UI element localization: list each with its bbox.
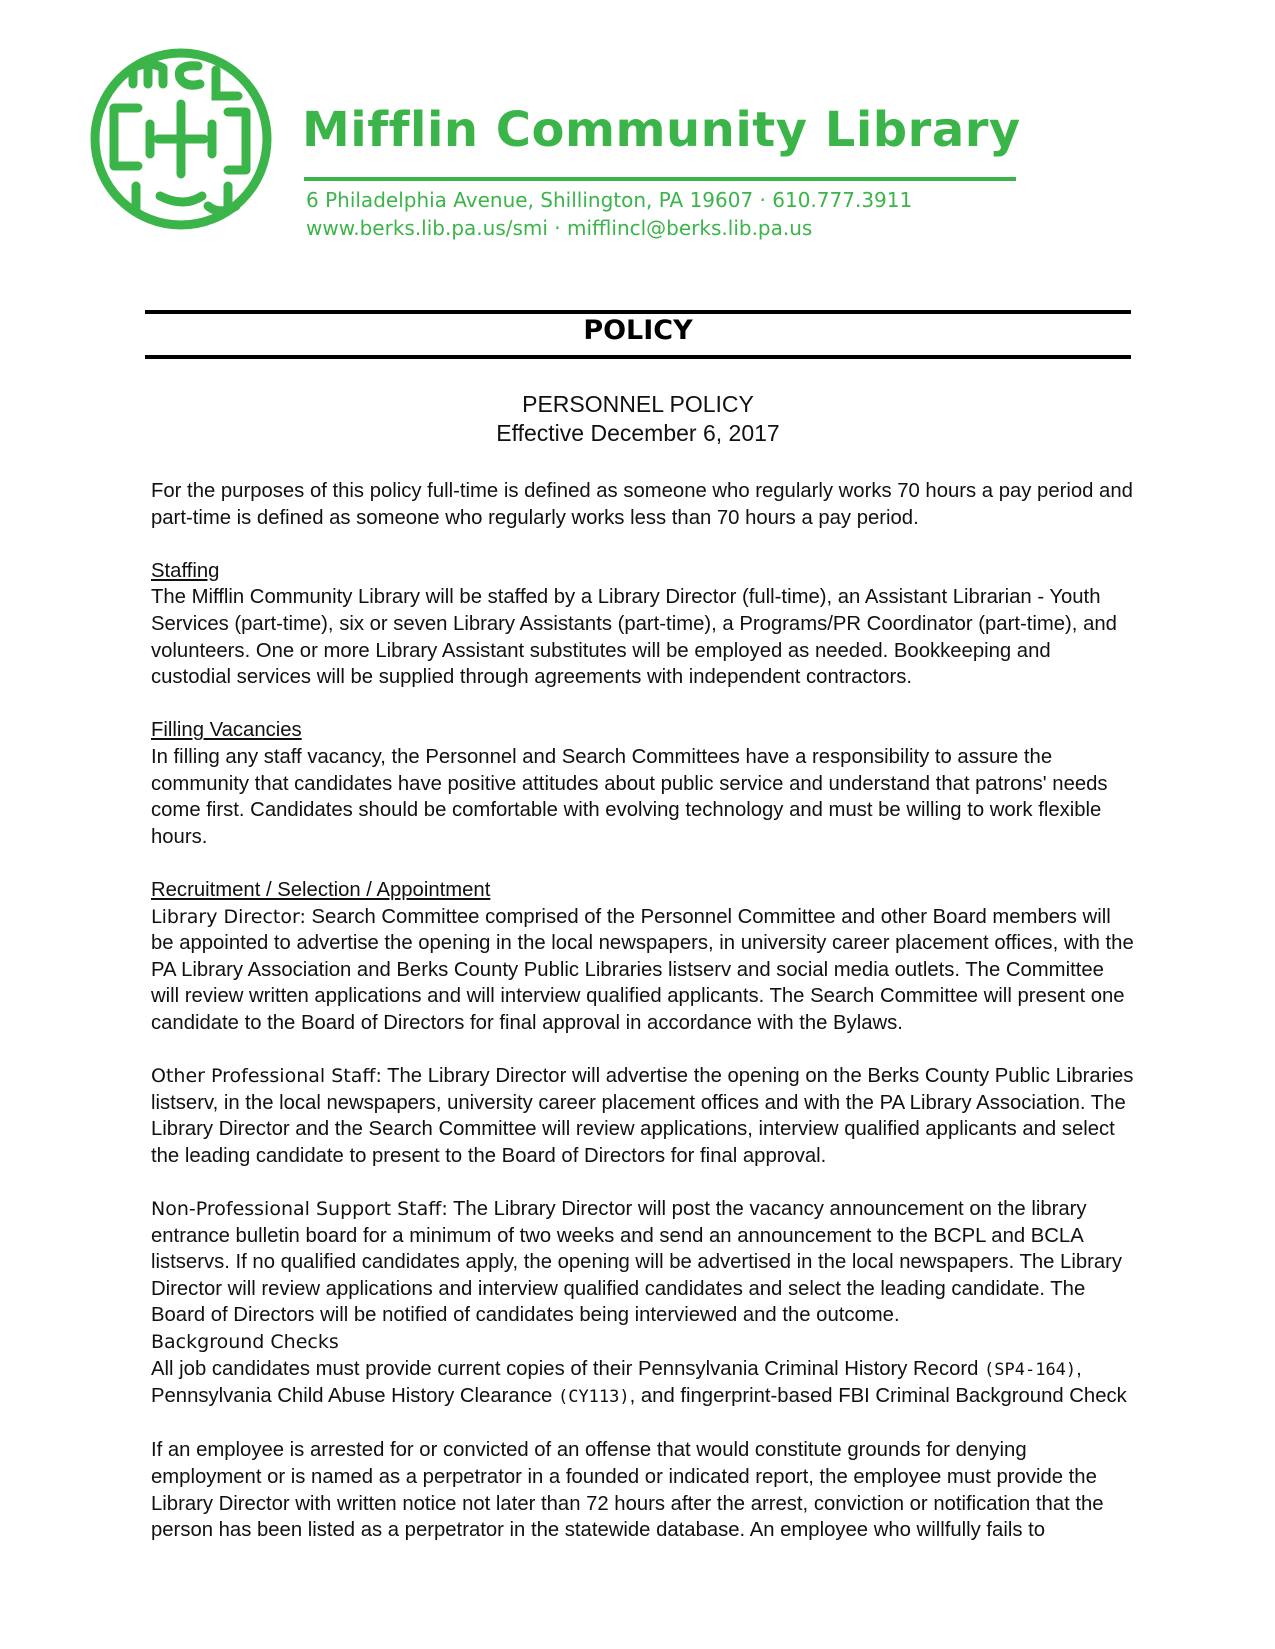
director-label: Library Director: xyxy=(151,905,306,928)
recruitment-director-section xyxy=(151,877,1136,1037)
effective-date: Effective December 6, 2017 xyxy=(496,420,780,446)
intro-paragraph: For the purposes of this policy full-time is defined as someone who regularly works 70 hours a pay period and part-time is defined as someone who regularly works less than 70 hours a pay period. xyxy=(151,480,1133,529)
support-staff-section xyxy=(151,1196,1136,1329)
vacancies-heading: Filling Vacancies xyxy=(151,719,302,742)
staffing-text: The Mifflin Community Library will be staffed by a Library Director (full-time), an Assistant Librarian - Youth Services (part-time), six or seven Library Assistants (part-time), a Programs/PR Coordinator (part-time), and volunteers. One or more Library Assistant substitutes will be employed as needed. Bookkeeping and custodial services will be supplied through agreements with independent contractors. xyxy=(151,586,1117,689)
support-label: Non-Professional Support Staff: xyxy=(151,1198,448,1221)
background-code-b: (CY113) xyxy=(557,1387,630,1408)
background-text-a: All job candidates must provide current copies of their Pennsylvania Criminal History Record xyxy=(151,1357,985,1380)
recruitment-heading: Recruitment / Selection / Appointment xyxy=(151,878,491,901)
library-logo xyxy=(88,46,274,232)
background-code-a: (SP4-164) xyxy=(984,1359,1077,1380)
header-divider xyxy=(304,177,1016,181)
professional-label: Other Professional Staff: xyxy=(151,1065,382,1088)
organization-web-email: www.berks.lib.pa.us/smi · mifflincl@berks.lib.pa.us xyxy=(306,216,813,240)
policy-rule-bottom xyxy=(145,355,1131,359)
vacancies-text: In filling any staff vacancy, the Personnel and Search Committees have a responsibility to assure the community that candidates have positive attitudes about public service and understand that patrons' needs come first. Candidates should be comfortable with evolving technology and must be willing to work flexible hours. xyxy=(151,745,1108,848)
professional-staff-section xyxy=(151,1063,1136,1169)
professional-text: The Library Director will advertise the opening on the Berks County Public Libraries listserv, in the local newspapers, university career placement offices and with the PA Library Association. The Library Director and the Search Committee will review applications, interview qualified applicants and select the leading candidate to present to the Board of Directors for final approval. xyxy=(151,1065,1134,1167)
background-section xyxy=(151,1329,1136,1411)
staffing-section xyxy=(151,558,1136,691)
background-text-b: , Pennsylvania Child Abuse History Clearance xyxy=(151,1357,1082,1408)
vacancies-section xyxy=(151,717,1136,850)
policy-heading: POLICY xyxy=(583,315,693,346)
organization-name: Mifflin Community Library xyxy=(302,102,1021,158)
document-title: PERSONNEL POLICY xyxy=(522,391,754,417)
arrest-paragraph: If an employee is arrested for or convicted of an offense that would constitute grounds for denying employment or is named as a perpetrator in a founded or indicated report, the employee must provide the Library Director with written notice not later than 72 hours after the arrest, conviction or notification that the person has been listed as a perpetrator in the statewide database. An employee who willfully fails to xyxy=(151,1439,1104,1542)
director-text: Search Committee comprised of the Personnel Committee and other Board members will be appointed to advertise the opening in the local newspapers, in university career placement offices, with the PA Library Association and Berks County Public Libraries listserv and social media outlets. The Committee will review written applications and will interview qualified applicants. The Search Committee will present one candidate to the Board of Directors for final approval in accordance with the Bylaws. xyxy=(151,905,1134,1034)
background-text-c: , and fingerprint-based FBI Criminal Background Check xyxy=(629,1385,1127,1408)
staffing-heading: Staffing xyxy=(151,559,220,582)
policy-rule-top xyxy=(145,310,1131,314)
support-text: The Library Director will post the vacancy announcement on the library entrance bulletin board for a minimum of two weeks and send an announcement to the BCPL and BCLA listservs. If no qualified candidates apply, the opening will be advertised in the local newspapers. The Library Director will review applications and interview qualified candidates and select the leading candidate. The Board of Directors will be notified of candidates being interviewed and the outcome. xyxy=(151,1198,1123,1327)
background-heading: Background Checks xyxy=(151,1331,339,1353)
policy-body xyxy=(151,478,1136,1570)
organization-address: 6 Philadelphia Avenue, Shillington, PA 19607 · 610.777.3911 xyxy=(306,188,913,212)
